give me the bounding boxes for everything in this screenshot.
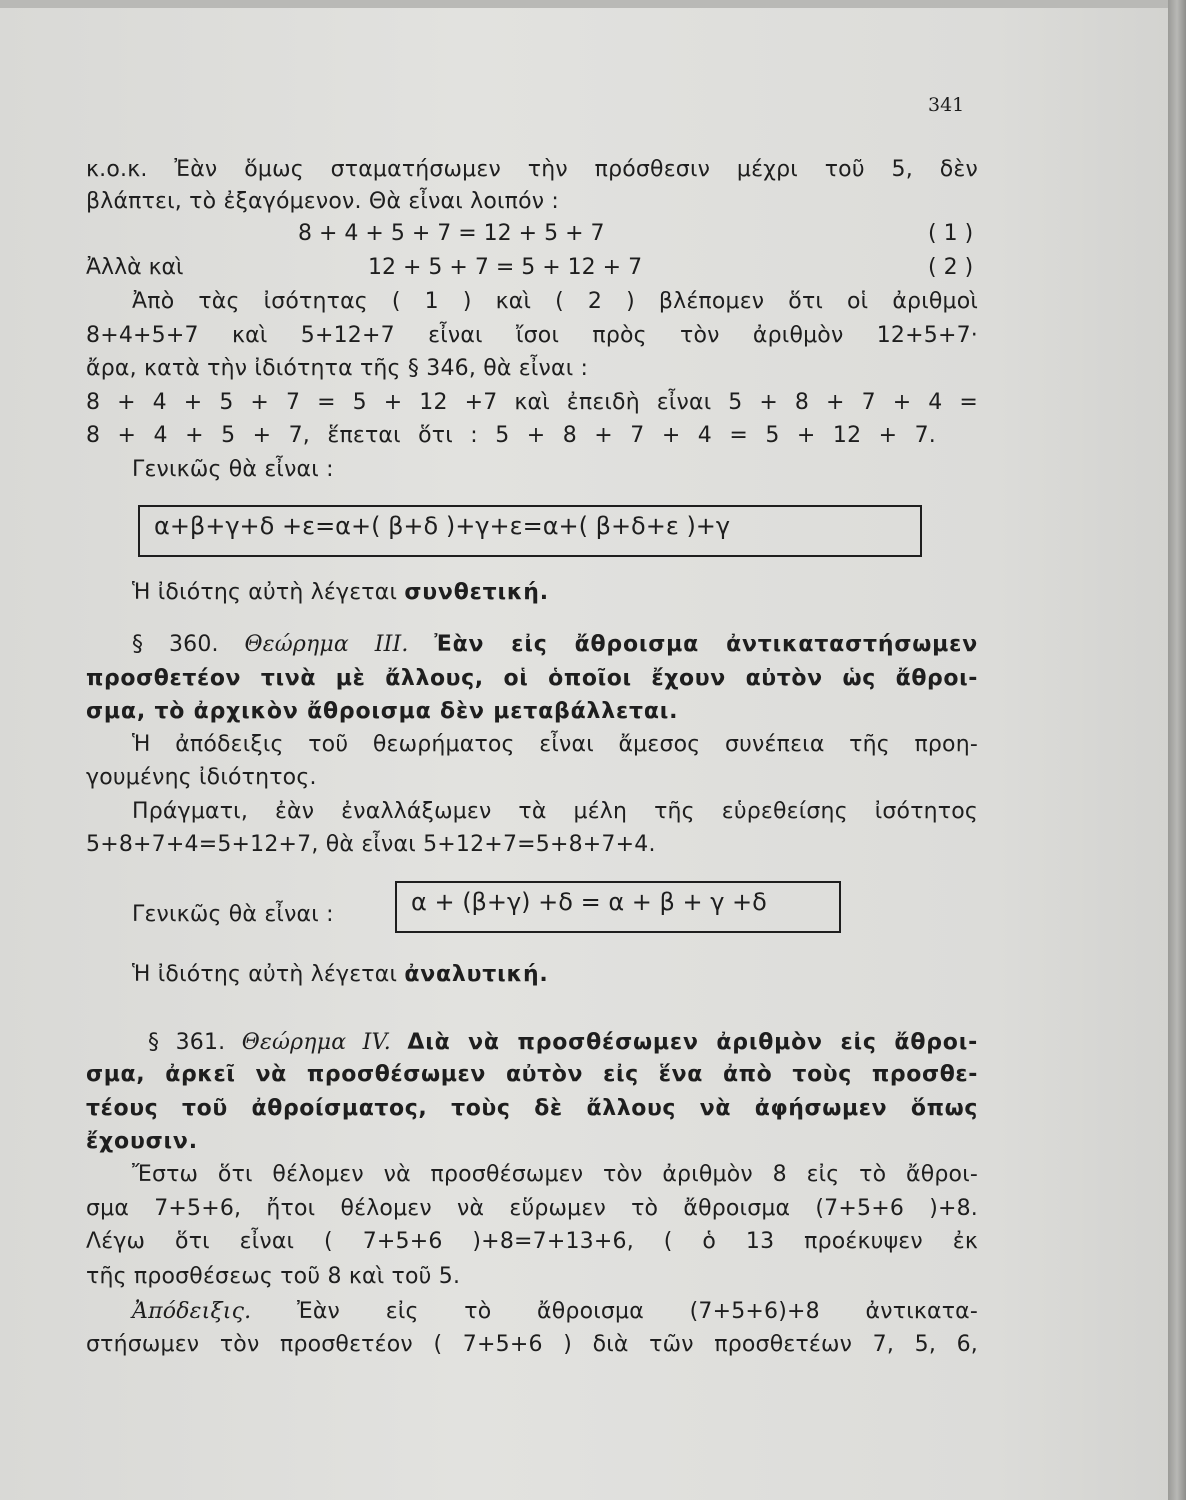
equation-2: 12 + 5 + 7 = 5 + 12 + 7	[368, 255, 643, 280]
text-line: Ἀπὸ τὰς ἰσότητας ( 1 ) καὶ ( 2 ) βλέπομεν ὅτι οἱ ἀριθμοὶ	[132, 289, 978, 314]
page-number: 341	[928, 94, 965, 116]
equation-1: 8 + 4 + 5 + 7 = 12 + 5 + 7	[298, 221, 605, 246]
text: Ἡ ἰδιότης αὐτὴ λέγεται	[132, 580, 398, 605]
formula-box-synthetic: α+β+γ+δ +ε=α+( β+δ )+γ+ε=α+( β+δ+ε )+γ	[138, 505, 922, 557]
top-shadow	[0, 0, 1168, 8]
text-line: 8+4+5+7 καὶ 5+12+7 εἶναι ἴσοι πρὸς τὸν ἀριθμὸν 12+5+7·	[86, 323, 978, 348]
theorem-text: ἔχουσιν.	[86, 1129, 198, 1154]
section-number: § 361.	[148, 1030, 226, 1055]
equation-2-label: Ἀλλὰ καὶ	[86, 255, 184, 280]
text-line: Γενικῶς θὰ εἶναι :	[132, 457, 334, 482]
formula-box-analytic: α + (β+γ) +δ = α + β + γ +δ	[395, 881, 841, 933]
theorem-text: προσθετέον τινὰ μὲ ἄλλους, οἱ ὁποῖοι ἔχουν αὐτὸν ὡς ἄθροι-	[86, 666, 978, 691]
theorem-title: Θεώρημα III.	[244, 632, 409, 657]
theorem-360-line	[132, 630, 978, 660]
text-line: Λέγω ὅτι εἶναι ( 7+5+6 )+8=7+13+6, ( ὁ 13 προέκυψεν ἐκ	[86, 1229, 978, 1254]
text: Ἐὰν εἰς τὸ ἄθροισμα (7+5+6)+8 ἀντικατα-	[297, 1299, 978, 1324]
term-synthetic: συνθετική.	[404, 580, 549, 605]
theorem-text: τέους τοῦ ἀθροίσματος, τοὺς δὲ ἄλλους νὰ ἀφήσωμεν ὅπως	[86, 1096, 978, 1121]
text-line: ἄρα, κατὰ τὴν ἰδιότητα τῆς § 346, θὰ εἶναι :	[86, 356, 589, 381]
theorem-361-line	[148, 1028, 978, 1058]
text-line: τῆς προσθέσεως τοῦ 8 καὶ τοῦ 5.	[86, 1264, 461, 1289]
page-edge	[1168, 0, 1186, 1500]
text: Ἡ ἰδιότης αὐτὴ λέγεται	[132, 962, 398, 987]
text-line: Γενικῶς θὰ εἶναι :	[132, 902, 334, 927]
text-line: στήσωμεν τὸν προσθετέον ( 7+5+6 ) διὰ τῶν προσθετέων 7, 5, 6,	[86, 1332, 978, 1357]
text-line	[132, 960, 549, 990]
equation-2-number: ( 2 )	[928, 255, 974, 280]
text-line: 8 + 4 + 5 + 7, ἕπεται ὅτι : 5 + 8 + 7 + 4 = 5 + 12 + 7.	[86, 423, 936, 448]
theorem-title: Θεώρημα IV.	[241, 1030, 391, 1055]
theorem-text: σμα, ἀρκεῖ νὰ προσθέσωμεν αὐτὸν εἰς ἕνα ἀπὸ τοὺς προσθε-	[86, 1062, 978, 1087]
text-line: βλάπτει, τὸ ἐξαγόμενον. Θὰ εἶναι λοιπόν :	[86, 189, 560, 214]
term-analytic: ἀναλυτική.	[404, 962, 549, 987]
proof-line	[132, 1297, 978, 1327]
text-line: Ἡ ἀπόδειξις τοῦ θεωρήματος εἶναι ἄμεσος συνέπεια τῆς προη-	[132, 732, 978, 757]
text-line: 8 + 4 + 5 + 7 = 5 + 12 +7 καὶ ἐπειδὴ εἶναι 5 + 8 + 7 + 4 =	[86, 390, 978, 415]
proof-label: Ἀπόδειξις.	[132, 1299, 252, 1324]
text-line: κ.ο.κ. Ἐὰν ὅμως σταματήσωμεν τὴν πρόσθεσιν μέχρι τοῦ 5, δὲν	[86, 157, 978, 182]
section-number: § 360.	[132, 632, 219, 657]
theorem-text: Διὰ νὰ προσθέσωμεν ἀριθμὸν εἰς ἄθροι-	[407, 1030, 979, 1055]
text-line: Ἔστω ὅτι θέλομεν νὰ προσθέσωμεν τὸν ἀριθμὸν 8 εἰς τὸ ἄθροι-	[132, 1162, 978, 1187]
text-line	[132, 578, 549, 608]
text-line: 5+8+7+4=5+12+7, θὰ εἶναι 5+12+7=5+8+7+4.	[86, 832, 656, 857]
theorem-text: Ἐὰν εἰς ἄθροισμα ἀντικαταστήσωμεν	[434, 632, 979, 657]
text-line: σμα 7+5+6, ἤτοι θέλομεν νὰ εὕρωμεν τὸ ἄθροισμα (7+5+6 )+8.	[86, 1196, 978, 1221]
text-line: γουμένης ἰδιότητος.	[86, 765, 317, 790]
equation-1-number: ( 1 )	[928, 221, 974, 246]
text-line: Πράγματι, ἐὰν ἐναλλάξωμεν τὰ μέλη τῆς εὑρεθείσης ἰσότητος	[132, 799, 978, 824]
theorem-text: σμα, τὸ ἀρχικὸν ἄθροισμα δὲν μεταβάλλεται.	[86, 699, 679, 724]
